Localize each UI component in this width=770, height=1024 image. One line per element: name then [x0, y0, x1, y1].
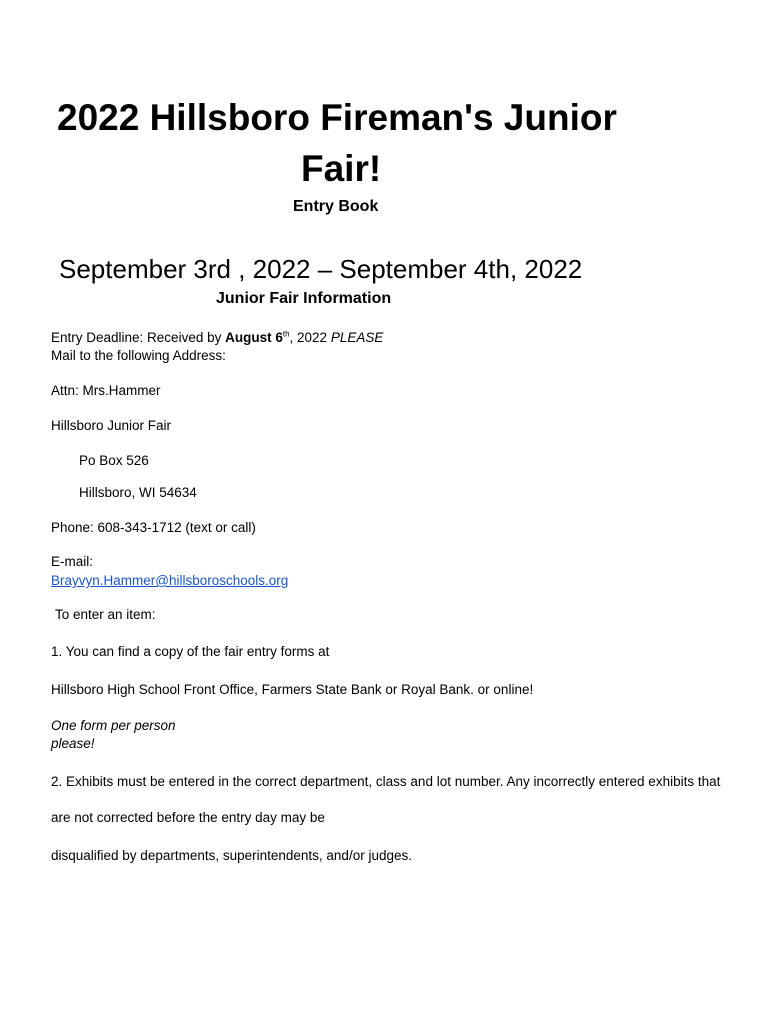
deadline-date-suffix: th — [282, 329, 290, 339]
event-dates: September 3rd , 2022 – September 4th, 2022 — [59, 254, 583, 284]
address-attn: Attn: Mrs.Hammer — [51, 383, 161, 398]
address-org: Hillsboro Junior Fair — [51, 418, 172, 433]
deadline-prefix: Entry Deadline: Received by — [51, 330, 226, 345]
deadline-year: , 2022 — [289, 330, 331, 345]
instruction-step-2-line-2: are not corrected before the entry day may be — [51, 810, 325, 825]
instruction-step-1: 1. You can find a copy of the fair entry forms at — [51, 644, 330, 659]
deadline-date: August 6 — [225, 330, 283, 345]
mail-instruction: Mail to the following Address: — [51, 348, 226, 363]
section-heading: Junior Fair Information — [216, 290, 392, 307]
instruction-step-2-line-1: 2. Exhibits must be entered in the correct department, class and lot number. Any incorrectly entered exhibits that — [51, 774, 721, 789]
instructions-intro: To enter an item: — [55, 607, 156, 622]
address-po-box: Po Box 526 — [79, 453, 149, 468]
entry-deadline — [51, 329, 383, 347]
deadline-please: PLEASE — [330, 330, 384, 345]
email-label: E-mail: — [51, 554, 94, 569]
email-link[interactable]: Brayvyn.Hammer@hillsboroschools.org — [51, 573, 289, 588]
title-line-2: Fair! — [301, 148, 382, 189]
note-line-2: please! — [51, 736, 95, 751]
title-line-1: 2022 Hillsboro Fireman's Junior — [57, 97, 617, 138]
entry-form-locations: Hillsboro High School Front Office, Farmers State Bank or Royal Bank. or online! — [51, 682, 534, 697]
subtitle: Entry Book — [293, 198, 379, 215]
note-line-1: One form per person — [51, 718, 176, 733]
instruction-step-2-line-3: disqualified by departments, superintendents, and/or judges. — [51, 848, 412, 863]
address-city: Hillsboro, WI 54634 — [79, 485, 197, 500]
phone-number: Phone: 608-343-1712 (text or call) — [51, 520, 256, 535]
